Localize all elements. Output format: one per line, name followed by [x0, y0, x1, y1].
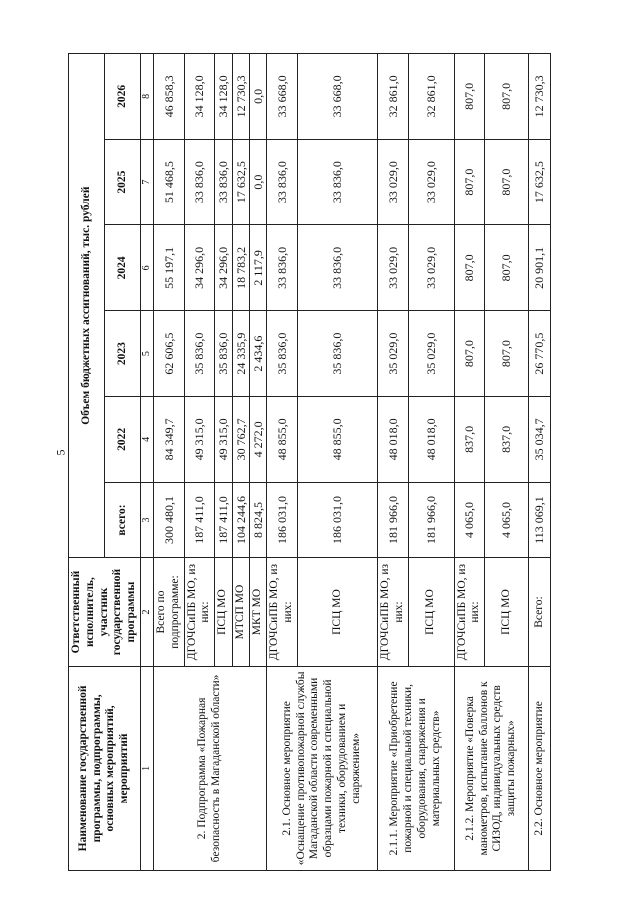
- row-name-subprogram-2: 2. Подпрограмма «Пожарная безопасность в Магаданской области»: [153, 666, 266, 870]
- value-cell: 807,0: [454, 139, 485, 225]
- row-name-2-2: 2.2. Основное мероприятие: [529, 666, 551, 870]
- column-number: 8: [140, 54, 153, 140]
- value-cell: 35 029,0: [377, 311, 408, 397]
- value-cell: 35 029,0: [408, 311, 454, 397]
- row-name-2-1-1: 2.1.1. Мероприятие «Приобретение пожарной и специальной техники, оборудования, снаряжения и материальных средств»: [377, 666, 454, 870]
- value-cell: 35 836,0: [297, 311, 377, 397]
- column-number: 2: [140, 558, 153, 666]
- value-cell: 35 836,0: [267, 311, 298, 397]
- rotated-table-wrapper: [68, 53, 547, 871]
- value-cell: 8 824,5: [249, 482, 266, 558]
- executor-cell: Всего по подпрограмме:: [153, 558, 184, 666]
- value-cell: 300 480,1: [153, 482, 184, 558]
- header-year-2023: 2023: [104, 311, 140, 397]
- value-cell: 187 411,0: [184, 482, 215, 558]
- header-year-2026: 2026: [104, 54, 140, 140]
- header-year-total: всего:: [104, 482, 140, 558]
- value-cell: 33 836,0: [267, 225, 298, 311]
- executor-cell: ДГОЧСиПБ МО, из них:: [454, 558, 485, 666]
- header-year-2024: 2024: [104, 225, 140, 311]
- value-cell: 62 606,5: [153, 311, 184, 397]
- value-cell: 807,0: [485, 225, 529, 311]
- value-cell: 33 029,0: [377, 225, 408, 311]
- row-name-2-1-2: 2.1.2. Мероприятие «Поверка манометров, испытание баллонов к СИЗОД, индивидуальных средств защиты пожарных»: [454, 666, 529, 870]
- executor-cell: ДГОЧСиПБ МО, из них:: [184, 558, 215, 666]
- header-year-2022: 2022: [104, 396, 140, 482]
- value-cell: 49 315,0: [215, 396, 232, 482]
- value-cell: 35 034,7: [529, 396, 551, 482]
- value-cell: 33 029,0: [408, 139, 454, 225]
- value-cell: 0,0: [249, 54, 266, 140]
- value-cell: 34 296,0: [184, 225, 215, 311]
- value-cell: 12 730,3: [232, 54, 249, 140]
- executor-cell: ПСЦ МО: [215, 558, 232, 666]
- value-cell: 33 836,0: [297, 225, 377, 311]
- column-number: 1: [140, 666, 153, 870]
- header-name: Наименование государственной программы, подпрограммы, основных мероприятий, мероприятий: [69, 666, 141, 870]
- value-cell: 24 335,9: [232, 311, 249, 397]
- value-cell: 34 128,0: [184, 54, 215, 140]
- value-cell: 33 836,0: [267, 139, 298, 225]
- value-cell: 187 411,0: [215, 482, 232, 558]
- header-year-2025: 2025: [104, 139, 140, 225]
- value-cell: 48 018,0: [377, 396, 408, 482]
- page-number: 5: [53, 449, 68, 456]
- value-cell: 0,0: [249, 139, 266, 225]
- value-cell: 33 668,0: [297, 54, 377, 140]
- value-cell: 48 018,0: [408, 396, 454, 482]
- value-cell: 2 434,6: [249, 311, 266, 397]
- value-cell: 4 065,0: [485, 482, 529, 558]
- value-cell: 84 349,7: [153, 396, 184, 482]
- executor-cell: ДГОЧСиПБ МО, из них:: [377, 558, 408, 666]
- value-cell: 2 117,9: [249, 225, 266, 311]
- executor-cell: МТСП МО: [232, 558, 249, 666]
- executor-cell: ПСЦ МО: [408, 558, 454, 666]
- column-number: 7: [140, 139, 153, 225]
- value-cell: 104 244,6: [232, 482, 249, 558]
- value-cell: 33 836,0: [297, 139, 377, 225]
- value-cell: 807,0: [454, 54, 485, 140]
- value-cell: 20 901,1: [529, 225, 551, 311]
- column-number: 3: [140, 482, 153, 558]
- value-cell: 32 861,0: [377, 54, 408, 140]
- value-cell: 186 031,0: [297, 482, 377, 558]
- value-cell: 26 770,5: [529, 311, 551, 397]
- value-cell: 34 128,0: [215, 54, 232, 140]
- value-cell: 49 315,0: [184, 396, 215, 482]
- header-executor: Ответственный исполнитель, участник государственной программы: [69, 558, 141, 666]
- value-cell: 837,0: [454, 396, 485, 482]
- value-cell: 33 029,0: [377, 139, 408, 225]
- executor-cell: ПСЦ МО: [485, 558, 529, 666]
- value-cell: 181 966,0: [408, 482, 454, 558]
- value-cell: 48 855,0: [297, 396, 377, 482]
- executor-cell: ДГОЧСиПБ МО, из них:: [267, 558, 298, 666]
- value-cell: 807,0: [454, 225, 485, 311]
- value-cell: 807,0: [485, 54, 529, 140]
- value-cell: 807,0: [485, 139, 529, 225]
- budget-table: [68, 53, 551, 871]
- value-cell: 18 783,2: [232, 225, 249, 311]
- column-number: 5: [140, 311, 153, 397]
- value-cell: 837,0: [485, 396, 529, 482]
- value-cell: 186 031,0: [267, 482, 298, 558]
- value-cell: 33 668,0: [267, 54, 298, 140]
- executor-cell: ПСЦ МО: [297, 558, 377, 666]
- value-cell: 113 069,1: [529, 482, 551, 558]
- value-cell: 4 065,0: [454, 482, 485, 558]
- value-cell: 33 029,0: [408, 225, 454, 311]
- column-number: 4: [140, 396, 153, 482]
- value-cell: 51 468,5: [153, 139, 184, 225]
- value-cell: 807,0: [454, 311, 485, 397]
- value-cell: 33 836,0: [215, 139, 232, 225]
- value-cell: 35 836,0: [215, 311, 232, 397]
- value-cell: 4 272,0: [249, 396, 266, 482]
- row-name-2-1: 2.1. Основное мероприятие «Оснащение противопожарной службы Магаданской области современными образцами пожарной и специальной техники, оборудованием и снаряжением»: [267, 666, 378, 870]
- value-cell: 12 730,3: [529, 54, 551, 140]
- value-cell: 35 836,0: [184, 311, 215, 397]
- value-cell: 32 861,0: [408, 54, 454, 140]
- value-cell: 807,0: [485, 311, 529, 397]
- value-cell: 55 197,1: [153, 225, 184, 311]
- value-cell: 30 762,7: [232, 396, 249, 482]
- value-cell: 17 632,5: [529, 139, 551, 225]
- value-cell: 181 966,0: [377, 482, 408, 558]
- value-cell: 34 296,0: [215, 225, 232, 311]
- value-cell: 17 632,5: [232, 139, 249, 225]
- value-cell: 33 836,0: [184, 139, 215, 225]
- column-number: 6: [140, 225, 153, 311]
- executor-cell: Всего:: [529, 558, 551, 666]
- header-volume: Объем бюджетных ассигнований, тыс. рублей: [69, 54, 105, 558]
- value-cell: 48 855,0: [267, 396, 298, 482]
- value-cell: 46 858,3: [153, 54, 184, 140]
- executor-cell: МКТ МО: [249, 558, 266, 666]
